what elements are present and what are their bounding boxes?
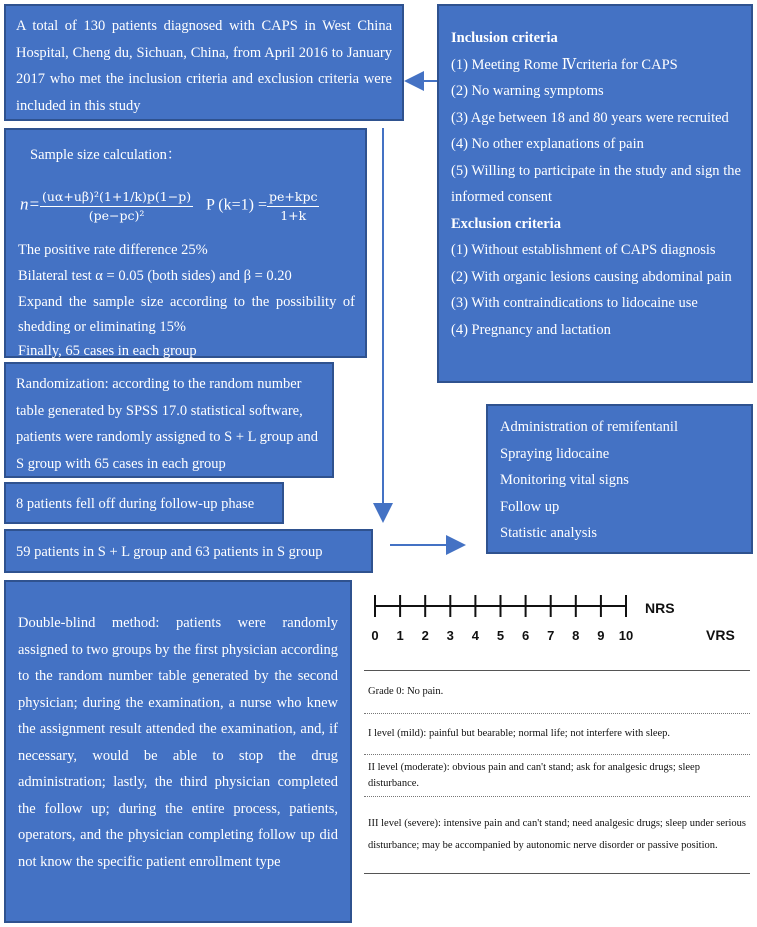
nrs-tick-label: 2 [421,628,429,643]
vrs-grade-row [364,713,750,754]
exclusion-item: (2) With organic lesions causing abdominal pain [451,268,732,285]
sample-size-line: Expand the sample size according to the possibility of shedding or eliminating 15% [18,293,355,335]
sample-size-title: Sample size calculation： [30,147,182,163]
exclusion-item: (4) Pregnancy and lactation [451,321,611,338]
randomization-text: Randomization: according to the random number table generated by SPSS 17.0 statistical software, patients were randomly assigned to S + L group and S group with 65 cases in each group [16,376,319,472]
nrs-tick-label: 10 [618,628,634,643]
vrs-grade-row [364,796,750,873]
inclusion-title: Inclusion criteria [451,30,558,46]
nrs-tick-label: 4 [471,628,480,643]
vrs-grade-row [364,671,750,713]
nrs-tick-label: 8 [572,628,580,643]
vrs-grade-text: Grade 0: No pain. [368,686,444,697]
inclusion-item: (1) Meeting Rome Ⅳcriteria for CAPS [451,56,678,73]
formula-n: n= $\frac{\text{(uα+uβ)²(1+1/k)p(1−p)}}{\text{(pe−pc)²}}$ [20,188,192,223]
procedure-item: Spraying lidocaine [500,445,610,462]
inclusion-item: (4) No other explanations of pain [451,136,644,152]
sample-size-line: Bilateral test α = 0.05 (both sides) and β = 0.20 [18,268,292,284]
nrs-tick-label: 7 [547,628,555,643]
nrs-tick-label: 9 [597,628,605,643]
inclusion-item: (2) No warning symptoms [451,83,604,99]
nrs-tick-label: 0 [371,628,379,643]
vrs-grade-row [364,754,750,796]
sample-size-line: Finally, 65 cases in each group [18,342,197,359]
exclusion-title: Exclusion criteria [451,215,561,232]
nrs-tick-label: 1 [396,628,404,643]
sample-size-line: The positive rate difference 25% [18,241,208,258]
nrs-label: NRS [645,600,675,616]
formula-p: P (k=1) = $\frac{\text{pe+kpc}}{1+k}$ [206,188,318,223]
nrs-tick-label: 6 [521,628,530,643]
dropout-text: 8 patients fell off during follow-up phase [16,496,255,512]
vrs-label: VRS [706,627,735,643]
procedure-item: Follow up [500,498,560,515]
vrs-table [364,670,750,874]
exclusion-item: (1) Without establishment of CAPS diagnosis [451,242,716,258]
procedure-item: Statistic analysis [500,525,598,541]
double-blind-text: Double-blind method: patients were randomly assigned to two groups by the first physician according to the random number table generated by the second physician; during the examination, a nurse who knew the assignment result attended the examination, and, if necessary, would be able to stop the drug administration; lastly, the third physician completed the follow up; during the entire process, patients, operators, and the physician completing follow up did not know the specific patient enrollment type [18,615,338,870]
procedure-item: Monitoring vital signs [500,472,629,488]
vrs-grade-text: II level (moderate): obvious pain and can't stand; ask for analgesic drugs; sleep disturbance. [368,761,700,789]
exclusion-item: (3) With contraindications to lidocaine use [451,295,698,311]
inclusion-item: (5) Willing to participate in the study and sign the informed consent [451,162,741,205]
nrs-tick-label: 3 [446,628,454,643]
study-population-text: A total of 130 patients diagnosed with CAPS in West China Hospital, Cheng du, Sichuan, China, from April 2016 to January 2017 who met the inclusion criteria and exclusion criteria were included in this study [16,18,392,114]
final-groups-text: 59 patients in S + L group and 63 patients in S group [16,544,323,560]
inclusion-item: (3) Age between 18 and 80 years were recruited [451,109,729,126]
vrs-grade-text: I level (mild): painful but bearable; normal life; not interfere with sleep. [368,728,671,739]
nrs-tick-label: 5 [496,628,505,643]
procedure-item: Administration of remifentanil [500,419,678,435]
vrs-grade-text: III level (severe): intensive pain and can't stand; need analgesic drugs; sleep under serious disturbance; may be accompanied by autonomic nerve disorder or passive position. [368,818,746,851]
